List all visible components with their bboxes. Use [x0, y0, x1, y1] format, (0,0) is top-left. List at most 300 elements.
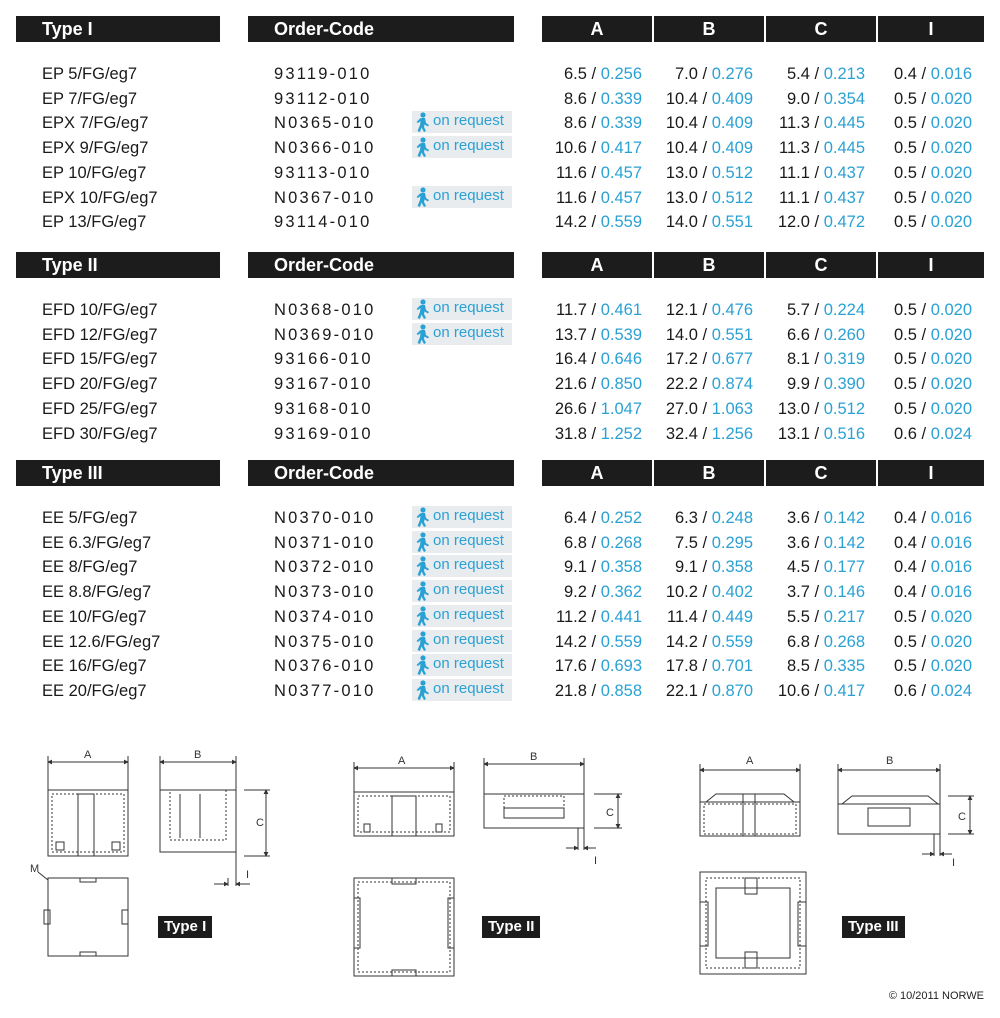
product-name: EP 13/FG/eg7: [42, 213, 147, 232]
dim-header-b: B: [654, 252, 764, 278]
mm-value: 11.3: [779, 114, 810, 133]
order-code: N0369-010: [274, 325, 376, 344]
on-request-label: on request: [433, 556, 504, 574]
slash-separator: /: [916, 188, 931, 207]
inch-value: 0.020: [930, 188, 972, 207]
inch-value: 0.260: [823, 325, 865, 344]
slash-separator: /: [809, 533, 824, 552]
slash-separator: /: [697, 301, 712, 319]
dim-i-value: [894, 679, 972, 704]
person-walking-icon: [414, 631, 432, 651]
product-name: EP 7/FG/eg7: [42, 89, 138, 108]
type2-drawing: [354, 758, 622, 976]
inch-value: 0.016: [930, 558, 972, 577]
inch-value: 0.476: [711, 301, 753, 319]
type2-dim-i: I: [594, 855, 598, 867]
dim-a-value: [556, 298, 642, 323]
dim-c-value: [787, 298, 865, 323]
type3-label: Type III: [842, 916, 905, 938]
inch-value: 0.539: [600, 325, 642, 344]
dim-a-value: [555, 630, 642, 655]
inch-value: 0.142: [823, 533, 865, 552]
slash-separator: /: [586, 350, 601, 369]
mm-value: 8.1: [787, 350, 810, 369]
slash-separator: /: [697, 681, 712, 700]
type3-dim-c: C: [958, 811, 966, 823]
inch-value: 0.020: [930, 89, 972, 108]
inch-value: 0.457: [600, 188, 642, 207]
slash-separator: /: [809, 509, 824, 527]
mm-value: 0.4: [894, 65, 917, 83]
on-request-label: on request: [433, 581, 504, 599]
inch-value: 0.020: [930, 657, 972, 676]
mm-value: 7.0: [675, 65, 698, 83]
on-request-label: on request: [433, 137, 504, 155]
copyright: © 10/2011 NORWE: [888, 990, 984, 1002]
type2-dim-b: B: [530, 751, 538, 763]
inch-value: 0.441: [600, 607, 642, 626]
dim-c-value: [779, 161, 865, 186]
slash-separator: /: [586, 163, 601, 182]
inch-value: 1.252: [600, 424, 642, 443]
slash-separator: /: [809, 114, 824, 133]
mm-value: 22.1: [665, 681, 698, 700]
dim-c-value: [778, 422, 865, 447]
product-name: EE 6.3/FG/eg7: [42, 533, 152, 552]
slash-separator: /: [916, 139, 931, 158]
type1-dim-b: B: [194, 749, 202, 761]
dim-header-a: A: [542, 460, 652, 486]
mm-value: 7.5: [675, 533, 698, 552]
inch-value: 0.020: [930, 607, 972, 626]
order-code: N0365-010: [274, 114, 376, 133]
dim-i-value: [894, 397, 972, 422]
on-request-label: on request: [433, 299, 504, 316]
mm-value: 10.6: [554, 139, 587, 158]
dim-i-value: [894, 298, 972, 323]
slash-separator: /: [809, 424, 824, 443]
slash-separator: /: [697, 657, 712, 676]
mm-value: 14.2: [554, 632, 587, 651]
inch-value: 0.020: [930, 301, 972, 319]
slash-separator: /: [697, 375, 712, 394]
dim-b-value: [666, 372, 753, 397]
on-request-badge: [412, 186, 512, 208]
on-request-badge: [412, 111, 512, 133]
inch-value: 0.516: [823, 424, 865, 443]
dim-b-value: [675, 506, 753, 531]
slash-separator: /: [809, 558, 824, 577]
inch-value: 0.362: [600, 583, 642, 602]
mm-value: 0.5: [894, 188, 917, 207]
product-name: EP 5/FG/eg7: [42, 65, 138, 83]
mm-value: 14.0: [665, 325, 698, 344]
dim-a-value: [564, 555, 642, 580]
section-type-header: Type I: [16, 16, 220, 42]
inch-value: 0.445: [823, 114, 865, 133]
inch-value: 0.142: [823, 509, 865, 527]
dim-a-value: [556, 161, 642, 186]
person-walking-icon: [414, 606, 432, 626]
product-name: EE 5/FG/eg7: [42, 509, 138, 527]
table-row: [0, 210, 1000, 235]
slash-separator: /: [697, 139, 712, 158]
mm-value: 6.5: [564, 65, 587, 83]
dim-b-value: [666, 397, 753, 422]
mm-value: 0.5: [894, 139, 917, 158]
on-request-label: on request: [433, 186, 504, 204]
dim-c-value: [787, 323, 865, 348]
person-walking-icon: [414, 299, 432, 319]
product-name: EP 10/FG/eg7: [42, 163, 147, 182]
slash-separator: /: [916, 65, 931, 83]
product-name: EE 10/FG/eg7: [42, 607, 147, 626]
table-row: [0, 605, 1000, 630]
dim-c-value: [787, 580, 865, 605]
order-code-header: Order-Code: [248, 460, 514, 486]
mm-value: 0.4: [894, 583, 917, 602]
person-walking-icon: [414, 655, 432, 675]
slash-separator: /: [697, 583, 712, 602]
dim-header-a: A: [542, 16, 652, 42]
inch-value: 0.449: [711, 607, 753, 626]
dim-header-c: C: [766, 16, 876, 42]
product-name: EE 8.8/FG/eg7: [42, 583, 152, 602]
inch-value: 0.248: [711, 509, 753, 527]
inch-value: 0.016: [930, 509, 972, 527]
on-request-label: on request: [433, 605, 504, 623]
slash-separator: /: [809, 632, 824, 651]
table-row: [0, 397, 1000, 422]
person-walking-icon: [414, 556, 432, 576]
type1-dim-a: A: [84, 749, 92, 761]
inch-value: 0.512: [823, 399, 865, 418]
slash-separator: /: [916, 657, 931, 676]
person-walking-icon: [414, 680, 432, 700]
dim-c-value: [779, 186, 865, 211]
order-code: 93167-010: [274, 375, 373, 394]
inch-value: 0.020: [930, 325, 972, 344]
slash-separator: /: [586, 509, 601, 527]
dim-a-value: [555, 679, 642, 704]
dim-i-value: [894, 372, 972, 397]
slash-separator: /: [809, 301, 824, 319]
dim-i-value: [894, 347, 972, 372]
dim-i-value: [894, 186, 972, 211]
slash-separator: /: [697, 607, 712, 626]
slash-separator: /: [586, 583, 601, 602]
table-row: [0, 580, 1000, 605]
dim-c-value: [787, 654, 865, 679]
inch-value: 0.461: [600, 301, 642, 319]
slash-separator: /: [916, 213, 931, 232]
dimension-drawings: [0, 738, 1000, 988]
type3-dim-a: A: [746, 755, 754, 767]
dim-a-value: [555, 323, 642, 348]
inch-value: 0.512: [711, 163, 753, 182]
slash-separator: /: [809, 139, 824, 158]
dim-a-value: [564, 531, 642, 556]
slash-separator: /: [809, 583, 824, 602]
inch-value: 0.358: [600, 558, 642, 577]
slash-separator: /: [916, 607, 931, 626]
on-request-badge: [412, 298, 512, 320]
mm-value: 4.5: [787, 558, 810, 577]
type3-dim-b: B: [886, 755, 894, 767]
mm-value: 11.3: [779, 139, 810, 158]
inch-value: 0.024: [930, 681, 972, 700]
on-request-badge: [412, 580, 512, 602]
dim-b-value: [667, 605, 753, 630]
mm-value: 14.0: [665, 213, 698, 232]
mm-value: 11.1: [779, 163, 810, 182]
dim-header-b: B: [654, 460, 764, 486]
order-code: 93168-010: [274, 399, 373, 418]
dim-i-value: [894, 62, 972, 87]
slash-separator: /: [809, 213, 824, 232]
dim-i-value: [894, 531, 972, 556]
mm-value: 0.5: [894, 375, 917, 394]
person-walking-icon: [414, 137, 432, 157]
dim-b-value: [666, 630, 753, 655]
order-code: 93114-010: [274, 213, 372, 232]
table-row: [0, 506, 1000, 531]
order-code: 93113-010: [274, 163, 372, 182]
inch-value: 0.409: [711, 89, 753, 108]
inch-value: 0.016: [930, 533, 972, 552]
on-request-label: on request: [433, 679, 504, 697]
slash-separator: /: [697, 533, 712, 552]
product-name: EFD 10/FG/eg7: [42, 301, 158, 319]
mm-value: 3.6: [787, 533, 810, 552]
inch-value: 0.354: [823, 89, 865, 108]
inch-value: 0.457: [600, 163, 642, 182]
table-row: [0, 531, 1000, 556]
inch-value: 0.268: [600, 533, 642, 552]
inch-value: 0.551: [711, 325, 753, 344]
slash-separator: /: [697, 509, 712, 527]
mm-value: 13.0: [665, 163, 698, 182]
slash-separator: /: [697, 65, 712, 83]
inch-value: 0.213: [823, 65, 865, 83]
inch-value: 0.437: [823, 188, 865, 207]
order-code: N0371-010: [274, 533, 376, 552]
dim-header-a: A: [542, 252, 652, 278]
slash-separator: /: [916, 325, 931, 344]
table-row: [0, 87, 1000, 112]
dim-a-value: [564, 580, 642, 605]
inch-value: 0.224: [823, 301, 865, 319]
inch-value: 0.858: [600, 681, 642, 700]
order-code: 93112-010: [274, 89, 372, 108]
table-row: [0, 186, 1000, 211]
person-walking-icon: [414, 532, 432, 552]
dim-a-value: [564, 506, 642, 531]
inch-value: 0.276: [711, 65, 753, 83]
slash-separator: /: [809, 399, 824, 418]
mm-value: 0.6: [894, 681, 917, 700]
slash-separator: /: [697, 89, 712, 108]
inch-value: 0.295: [711, 533, 753, 552]
slash-separator: /: [586, 424, 601, 443]
dim-a-value: [564, 111, 642, 136]
inch-value: 0.024: [930, 424, 972, 443]
dim-i-value: [894, 555, 972, 580]
order-code-header: Order-Code: [248, 16, 514, 42]
slash-separator: /: [586, 89, 601, 108]
table-row: [0, 298, 1000, 323]
inch-value: 0.339: [600, 89, 642, 108]
dim-b-value: [675, 555, 753, 580]
on-request-badge: [412, 323, 512, 345]
slash-separator: /: [809, 350, 824, 369]
product-name: EFD 20/FG/eg7: [42, 375, 158, 394]
mm-value: 0.5: [894, 657, 917, 676]
mm-value: 8.5: [787, 657, 810, 676]
on-request-badge: [412, 654, 512, 676]
product-name: EPX 9/FG/eg7: [42, 139, 149, 158]
slash-separator: /: [916, 114, 931, 133]
mm-value: 0.6: [894, 424, 917, 443]
product-name: EPX 10/FG/eg7: [42, 188, 158, 207]
order-code: N0367-010: [274, 188, 376, 207]
dim-c-value: [779, 136, 865, 161]
order-code: N0375-010: [274, 632, 376, 651]
dim-c-value: [787, 605, 865, 630]
order-code: 93169-010: [274, 424, 373, 443]
mm-value: 0.4: [894, 509, 917, 527]
mm-value: 0.5: [894, 89, 917, 108]
dim-i-value: [894, 630, 972, 655]
slash-separator: /: [586, 139, 601, 158]
dim-a-value: [555, 347, 642, 372]
mm-value: 0.5: [894, 607, 917, 626]
dim-a-value: [555, 397, 642, 422]
mm-value: 27.0: [665, 399, 698, 418]
dim-header-i: I: [878, 460, 984, 486]
slash-separator: /: [916, 583, 931, 602]
mm-value: 3.6: [787, 509, 810, 527]
slash-separator: /: [697, 325, 712, 344]
mm-value: 0.5: [894, 114, 917, 133]
person-walking-icon: [414, 507, 432, 527]
inch-value: 0.850: [600, 375, 642, 394]
dim-i-value: [894, 136, 972, 161]
on-request-label: on request: [433, 630, 504, 648]
slash-separator: /: [809, 375, 824, 394]
mm-value: 9.1: [675, 558, 698, 577]
inch-value: 0.551: [711, 213, 753, 232]
dim-b-value: [666, 186, 753, 211]
mm-value: 17.6: [554, 657, 587, 676]
mm-value: 14.2: [665, 632, 698, 651]
mm-value: 12.1: [665, 301, 698, 319]
mm-value: 17.8: [665, 657, 698, 676]
mm-value: 11.1: [779, 188, 810, 207]
type3-drawing: [700, 764, 974, 974]
product-name: EE 16/FG/eg7: [42, 657, 147, 676]
inch-value: 0.409: [711, 114, 753, 133]
dim-c-value: [787, 372, 865, 397]
diagrams: [0, 738, 1000, 988]
on-request-badge: [412, 605, 512, 627]
slash-separator: /: [697, 188, 712, 207]
dim-a-value: [556, 605, 642, 630]
mm-value: 9.1: [564, 558, 587, 577]
dim-i-value: [894, 605, 972, 630]
slash-separator: /: [916, 89, 931, 108]
dim-header-i: I: [878, 16, 984, 42]
dim-a-value: [555, 654, 642, 679]
slash-separator: /: [697, 213, 712, 232]
dim-b-value: [666, 87, 753, 112]
mm-value: 11.6: [556, 188, 587, 207]
inch-value: 0.020: [930, 139, 972, 158]
dim-i-value: [894, 210, 972, 235]
dim-c-value: [787, 87, 865, 112]
dim-c-value: [779, 111, 865, 136]
mm-value: 8.6: [564, 114, 587, 133]
product-name: EE 12.6/FG/eg7: [42, 632, 161, 651]
mm-value: 3.7: [787, 583, 810, 602]
mm-value: 21.6: [554, 375, 587, 394]
slash-separator: /: [586, 399, 601, 418]
inch-value: 0.217: [823, 607, 865, 626]
type2-dim-c: C: [606, 807, 614, 819]
mm-value: 11.2: [556, 607, 587, 626]
mm-value: 21.8: [554, 681, 587, 700]
inch-value: 1.063: [711, 399, 753, 418]
inch-value: 0.437: [823, 163, 865, 182]
slash-separator: /: [586, 325, 601, 344]
mm-value: 0.5: [894, 213, 917, 232]
order-code: 93166-010: [274, 350, 373, 369]
dim-b-value: [666, 210, 753, 235]
inch-value: 0.339: [600, 114, 642, 133]
inch-value: 0.445: [823, 139, 865, 158]
on-request-badge: [412, 136, 512, 158]
mm-value: 0.4: [894, 533, 917, 552]
order-code: 93119-010: [274, 65, 372, 83]
dim-c-value: [787, 62, 865, 87]
dim-b-value: [675, 62, 753, 87]
slash-separator: /: [809, 325, 824, 344]
order-code-header: Order-Code: [248, 252, 514, 278]
inch-value: 0.870: [711, 681, 753, 700]
mm-value: 14.2: [554, 213, 587, 232]
dim-b-value: [666, 679, 753, 704]
inch-value: 0.020: [930, 350, 972, 369]
type2-label: Type II: [482, 916, 540, 938]
mm-value: 12.0: [777, 213, 810, 232]
mm-value: 10.4: [665, 139, 698, 158]
on-request-label: on request: [433, 112, 504, 130]
slash-separator: /: [697, 350, 712, 369]
inch-value: 0.559: [600, 632, 642, 651]
dim-b-value: [666, 422, 753, 447]
dim-c-value: [787, 555, 865, 580]
slash-separator: /: [586, 375, 601, 394]
dim-c-value: [787, 347, 865, 372]
type1-drawing: [38, 756, 270, 956]
slash-separator: /: [809, 65, 824, 83]
dim-b-value: [666, 111, 753, 136]
slash-separator: /: [697, 399, 712, 418]
slash-separator: /: [586, 65, 601, 83]
order-code: N0377-010: [274, 681, 376, 700]
mm-value: 11.4: [667, 607, 698, 626]
person-walking-icon: [414, 187, 432, 207]
